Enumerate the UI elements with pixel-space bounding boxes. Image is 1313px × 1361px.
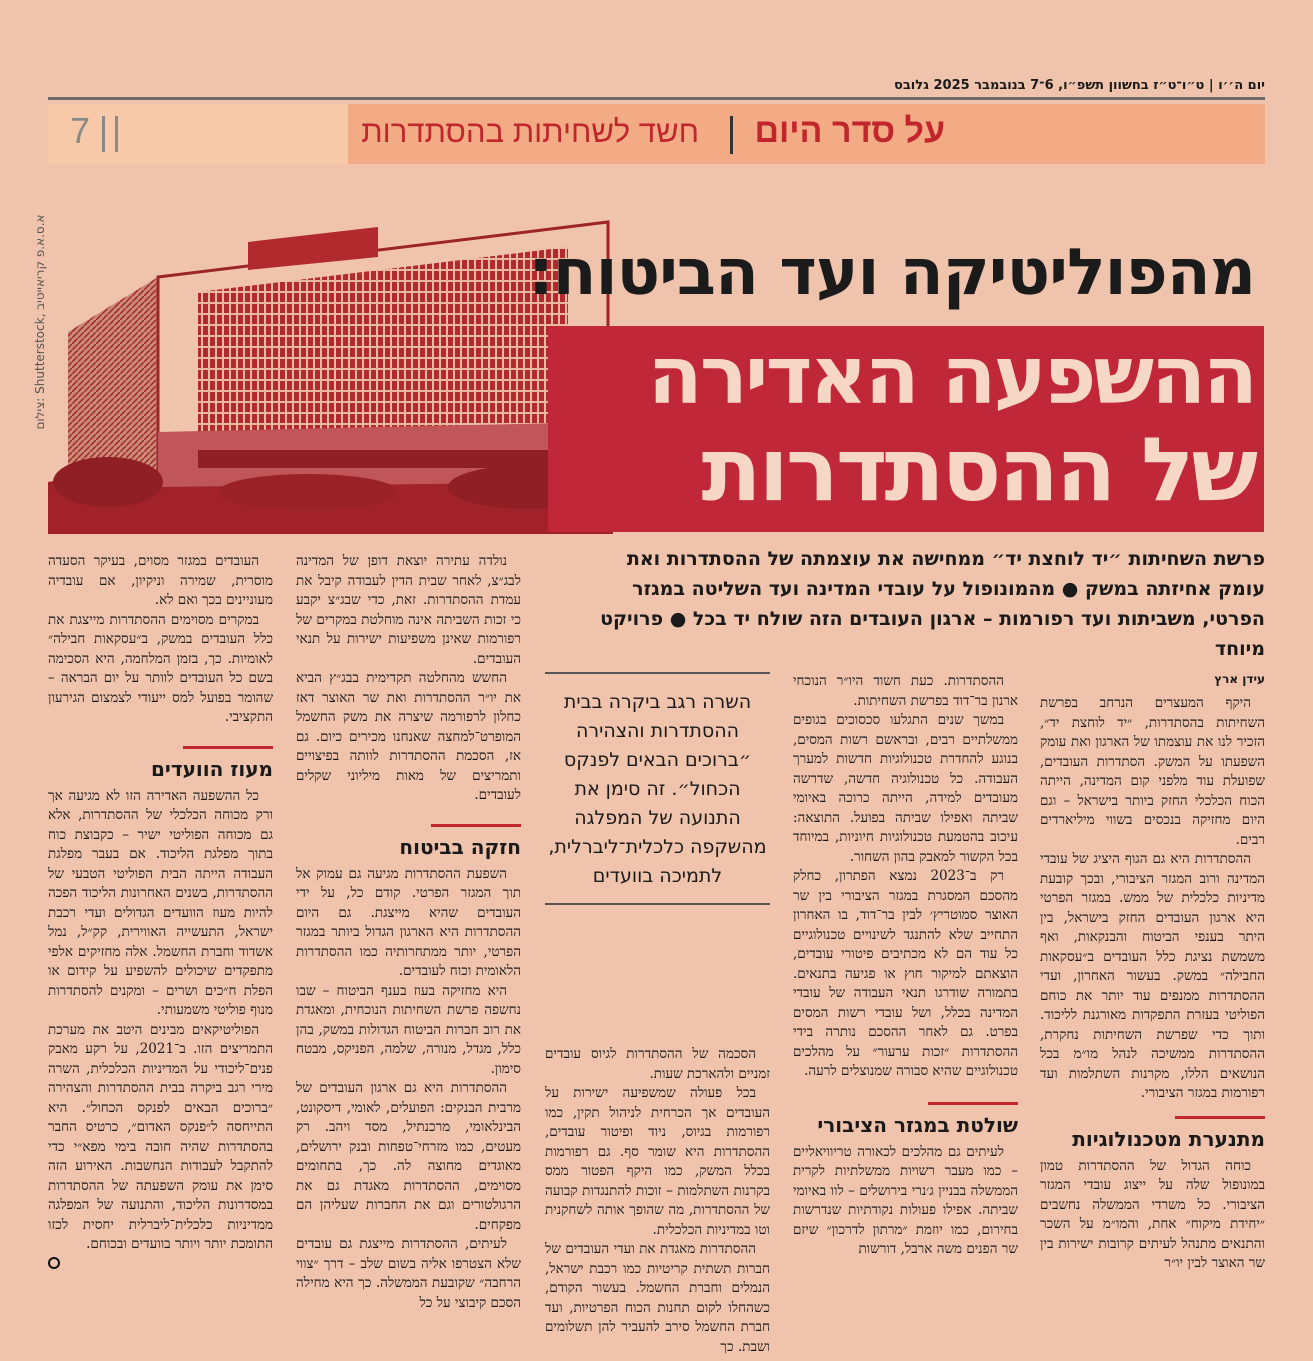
headline-line-1: ההשפעה האדירה (647, 329, 1255, 422)
paragraph: כוחה הגדול של ההסתדרות טמון במונופול שלה על ייצוג עובדי המגזר הציבורי. כל משרדי הממשלה נחשבים ״יחידת מיקוח״ אחת, והמו״מ על השכר והתנאים מתנהל לעיתים קרובות ישירות בין שר האוצר לבין יו״ר (1040, 1157, 1265, 1271)
paragraph: היקף המעצרים הנרחב בפרשת השחיתות בהסתדרות, ״יד לוחצת יד״, הזכיר לנו את עוצמתו של הארגון ואת עומק השפעתו על המשק. הסתדרות העובדים, שפועלת עוד מלפני קום המדינה, הייתה הכוח הכלכלי החזק ביותר בישראל – וגם היום מחזיקה בנכסים בשווי מיליארדים רבים. (1040, 695, 1265, 848)
page-number-bars (102, 116, 118, 152)
section-title: על סדר היום (754, 112, 945, 150)
subhead-rule (183, 746, 273, 749)
page-number: 7 (70, 110, 91, 151)
headline-line-2: של ההסתדרות (701, 418, 1255, 521)
paragraph: היא מחזיקה בעוז בענף הביטוח – שבו נחשפה פרשת השחיתות הנוכחית, ומאגדת את רוב חברות הביטוח הגדולות במשק, בהן כלל, מגדל, מנורה, שלמה, הפניקס, מבטח סימון. (296, 982, 521, 1077)
paragraph: העובדים במגזר מסוים, בעיקר הסעדה מוסרית, שמירה וניקיון, אם עובדיה מעוניינים בכך ואם לא. (48, 553, 273, 608)
page-number-box (48, 104, 348, 164)
subhead-rule (431, 824, 521, 827)
dateline: יום ה׳׳ו | ט״ו־ט״ז בחשוון תשפ״ו, 6־7 בנובמבר 2025 גלובס (894, 78, 1265, 93)
paragraph: ההסתדרות. כעת חשוד היו״ר הנוכחי ארנון בר־דוד בפרשת השחיתות. (793, 673, 1018, 709)
photo-credit: צילום: Shutterstock, א.ס.א.פ קריאייטיב (33, 214, 47, 430)
paragraph: במקרים מסוימים ההסתדרות מייצגת את כלל העובדים במשק, ב״עסקאות חבילה״ לאומיות. כך, בזמן המלחמה, היא הסכימה בשם כל העובדים לוותר על יום הבראה – שהומר בפועל למס ייעודי לצמצום הגירעון התקציבי. (48, 611, 273, 725)
pull-quote-rule-bottom (545, 903, 770, 905)
deck-subheadline: פרשת השחיתות ״יד לוחצת יד״ ממחישה את עוצמתה של ההסתדרות ואת עומק אחיזתה במשק ● מהמונופול על עובדי המדינה ועד השליטה במגזר הפרטי, משביתות ועד רפורמות – ארגון העובדים הזה שולח יד בכל ● פרויקט מיוחד (600, 548, 1265, 660)
paragraph: השפעת ההסתדרות מגיעה גם עמוק אל תוך המגזר הפרטי. קודם כל, על ידי העובדים שהיא מייצגת. גם היום ההסתדרות היא הארגון הגדול ביותר במגזר הפרטי, יותר ממתחרותיה כמו ההסתדרות הלאומית וכוח לעובדים. (296, 865, 521, 979)
banner-divider (730, 116, 733, 154)
article-column-2 (793, 672, 1018, 1260)
paragraph: כל ההשפעה האדירה הזו לא מגיעה אך ורק מכוחה הכלכלי של ההסתדרות, אלא גם מכוחה הפוליטי ישיר – כקבוצת כוח בתוך מפלגת הליכוד. אם בעבר מפלגת העבודה הייתה הבית הפוליטי הטבעי של ההסתדרות, בשנים האחרונות הליכוד הפכה להיות מעוז הוועדים הגדולים ועדי רכבת ישראל, התעשייה האווירית, קק״ל, נמל אשדוד וחברת החשמל. אלה מחזיקים אלפי מתפקדים שיכולים להשפיע על קידום או הפלת ח״כים ושרים – ומקנים להסתדרות מנוף פוליטי משמעותי. (48, 787, 273, 1018)
subhead-rule (928, 1102, 1018, 1105)
subheading: שולטת במגזר הציבורי (817, 1112, 1018, 1137)
end-of-article-mark (48, 1257, 60, 1269)
subheading: מתנערת מטכנולוגיות (1072, 1126, 1265, 1151)
paragraph: במשך שנים התגלעו סכסוכים בגופים ממשלתיים רבים, ובראשם רשות המסים, בנוגע להחדרת טכנולוגיות חדשות למערך העבודה. כל טכנולוגיה חדשה, שדרשה מעובדים למידה, הייתה כרוכה באיומי שביתה ואפילו שביתה בפועל. התוצאה: עיכוב בהטמעת טכנולוגיות חיוניות, במיוחד בכל הקשור למאבק בהון השחור. (793, 712, 1018, 865)
paragraph: החשש מהחלטה תקדימית בבג״ץ הביא את יו״ר ההסתדרות ואת שר האוצר דאז כחלון לרפורמה שיצרה את משק החשמל המופרט־למחצה שאנחנו מכירים כיום. גם אז, הסכמת ההסתדרות לוותה בפיצויים ותמריצים של מאות מיליוני שקלים לעובדים. (296, 670, 521, 803)
paragraph: הפוליטיקאים מבינים היטב את מערכת התמריצים הזו. ב־2021, על רקע מאבק פנים־ליכודי על המדיניות הכלכלית, השרה מירי רגב ביקרה בבית ההסתדרות והצהירה ״ברוכים הבאים לפנקס הכחול״. היא התייחסה ל״פנקס האדום״, כרטיס החבר בהסתדרות שהיה חובה בימי מפא״י כדי להתקבל לעבודות הנחשבות. האירוע הזה סימן את עומק השפעתה של ההסתדרות במסדרונות הליכוד, והתנועה של המפלגה ממדיניות כלכלית־ליברלית יחסית לכזו התומכת יותר ויותר בוועדים ובכוחם. (48, 1021, 273, 1252)
paragraph: ההסתדרות היא גם ארגון העובדים של מרבית הבנקים: הפועלים, לאומי, דיסקונט, הבינלאומי, מרכנתיל, מסד ויהב. רק מעטים, כמו מזרחי־טפחות ובנק ירושלים, מאוגדים מחוצה לה. כך, בתחומים מסוימים, ההסתדרות מאגדת גם את הרגולטורים וגם את החברות שעליהן הם מפקחים. (296, 1080, 521, 1233)
paragraph: רק ב־2023 נמצא הפתרון, כחלק מהסכם המסגרת במגזר הציבורי בין שר האוצר סמוטריץ׳ לבין בר־דוד, בו האחרון התחייב שלא להתנגד לשינויים טכנולוגיים כל עוד הם לא מכתיבים פיטורי עובדים, הוצאתם למיקור חוץ או פגיעה בתנאים. בתמורה שודרגו תנאי העבודה של עובדי המדינה בכלל, ושל עובדי רשות המסים בפרט. גם לאחר ההסכם נותרה בידי ההסתדרות ״זכות ערעור״ על מהלכים טכנולוגיים שהיא סבורה שמנוצלים לרעה. (793, 868, 1018, 1079)
article-column-4 (296, 552, 521, 1313)
paragraph: ההסתדרות מאגדת את ועדי העובדים של חברות תשתית קריטיות כמו רכבת ישראל, הנמלים וחברת החשמל. בעשור הקודם, כשהחלו לקום תחנות הכוח הפרטיות, ועד חברת החשמל סירב להעביר להן תשלומים ושבת. כך (545, 1241, 770, 1355)
section-banner (48, 104, 1265, 164)
subheading: חזקה בביטוח (399, 834, 521, 859)
article-column-1 (1040, 672, 1265, 1274)
pull-quote: השרה רגב ביקרה בבית ההסתדרות והצהירה ״ברוכים הבאים לפנקס הכחול״. זה סימן את התנועה של המפלגה מהשקפה כלכלית־ליברלית, לתמיכה בוועדים (548, 691, 767, 887)
paragraph: ההסתדרות היא גם הגוף היציג של עובדי המדינה ורוב המגזר הציבורי, ובכך קובעת מדיניות כלכלית של ממש. במגזר הפרטי היא ארגון העובדים החזק בישראל, בין היתר בענפי הביטוח והבנקאות, ואף משמשת נציגת כלל העובדים ב״עסקאות החבילה״ במשק. בעשור האחרון, ועדי ההסתדרות ממנפים עוד יותר את כוחם הפוליטי בעזרת התפקדות מאורגנת לליכוד. ותוך כדי שפרשת השחיתות נחקרת, ההסתדרות ממשיכה לנהל מו״מ בכל הנושאים הללו, מקרנות השתלמות ועד רפורמות במגזר הציבורי. (1040, 851, 1265, 1101)
headline-kicker: מהפוליטיקה ועד הביטוח: (528, 236, 1255, 310)
histadrut-building-illustration (48, 182, 613, 534)
paragraph: נולדה עתירה יוצאת דופן של המדינה לבג״צ, לאחר שבית הדין לעבודה קיבל את עמדת ההסתדרות. זאת, כדי שבג״צ יקבע כי זכות השביתה אינה מוחלטת במקרים של רפורמות שאינן משפיעות ישירות על תנאי העובדים. (296, 553, 521, 667)
building-illustration-svg (48, 182, 613, 534)
paragraph: לעיתים, ההסתדרות מייצגת גם עובדים שלא הצטרפו אליה בשום שלב – דרך ״צווי הרחבה״ שקובעת הממשלה. כך היא מחילה הסכם קיבוצי על כל (296, 1236, 521, 1311)
subheading: מעוז הוועדים (151, 756, 273, 781)
byline: עידן ארץ (1214, 672, 1265, 686)
top-rule (48, 97, 1265, 100)
section-topic: חשד לשחיתות בהסתדרות (361, 114, 699, 149)
article-column-5 (48, 552, 273, 1269)
paragraph: הסכמה של ההסתדרות לגיוס עובדים זמניים ולהארכת שעות. (545, 1046, 770, 1082)
paragraph: בכל פעולה שמשפיעה ישירות על העובדים אך הכרחית לניהול תקין, כמו רפורמות בגיוס, ניוד ופיטור עובדים, ההסתדרות היא שומר סף. גם רפורמות בכלל המשק, כמו היקף הפטור ממס בקרנות השתלמות – זוכות להתנגדות קבועה של ההסתדרות, מה שהופך אותה לשחקנית וטו במדיניות הכלכלית. (545, 1085, 770, 1238)
subhead-rule (1175, 1116, 1265, 1119)
paragraph: לעיתים גם מהלכים לכאורה טריוויאליים – כמו מעבר רשויות ממשלתיות לקרית הממשלה בבניין ג׳נרי בירושלים – לוו באיומי שביתה. אפילו פעולות נקודתיות שנדרשות בחירום, כמו יוזמת ״מרתון לדרכון״ שיזם שר הפנים משה ארבל, דורשות (793, 1143, 1018, 1257)
article-column-3 (545, 672, 770, 1357)
